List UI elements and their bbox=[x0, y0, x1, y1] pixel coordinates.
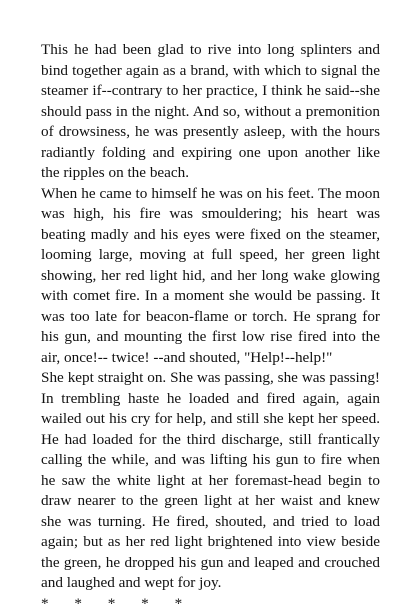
paragraph-2: When he came to himself he was on his feet. The moon was high, his fire was smouldering; his heart was beating madly and his eyes were fixed on the steamer, looming large, moving at full speed, her green light showing, her red light hid, and her long wake glowing with comet fire. In a moment she would be passing. It was too late for beacon-flame or torch. He sprang for his gun, and mounting the first low rise fired into the air, once!-- twice! --and shouted, "Help!--help!" bbox=[41, 184, 380, 369]
document-page bbox=[41, 40, 380, 614]
paragraph-1: This he had been glad to rive into long splinters and bind together again as a brand, with which to signal the steamer if--contrary to her practice, I think he said--she should pass in the night. And so, without a premonition of drowsiness, he was presently asleep, with the hours radiantly folding and expiring one upon another like the ripples on the beach. bbox=[41, 40, 380, 184]
section-break: * * * * * bbox=[41, 594, 380, 614]
paragraph-3: She kept straight on. She was passing, she was passing! In trembling haste he loaded and fired again, again wailed out his cry for help, and still she kept her speed. He had loaded for the third discharge, still frantically calling the while, and was lifting his gun to fire when he saw the white light at her foremast-head begin to draw nearer to the green light at her waist and knew she was turning. He fired, shouted, and tried to load again; but as her red light brightened into view beside the green, he dropped his gun and leaped and crouched and laughed and wept for joy. bbox=[41, 368, 380, 594]
